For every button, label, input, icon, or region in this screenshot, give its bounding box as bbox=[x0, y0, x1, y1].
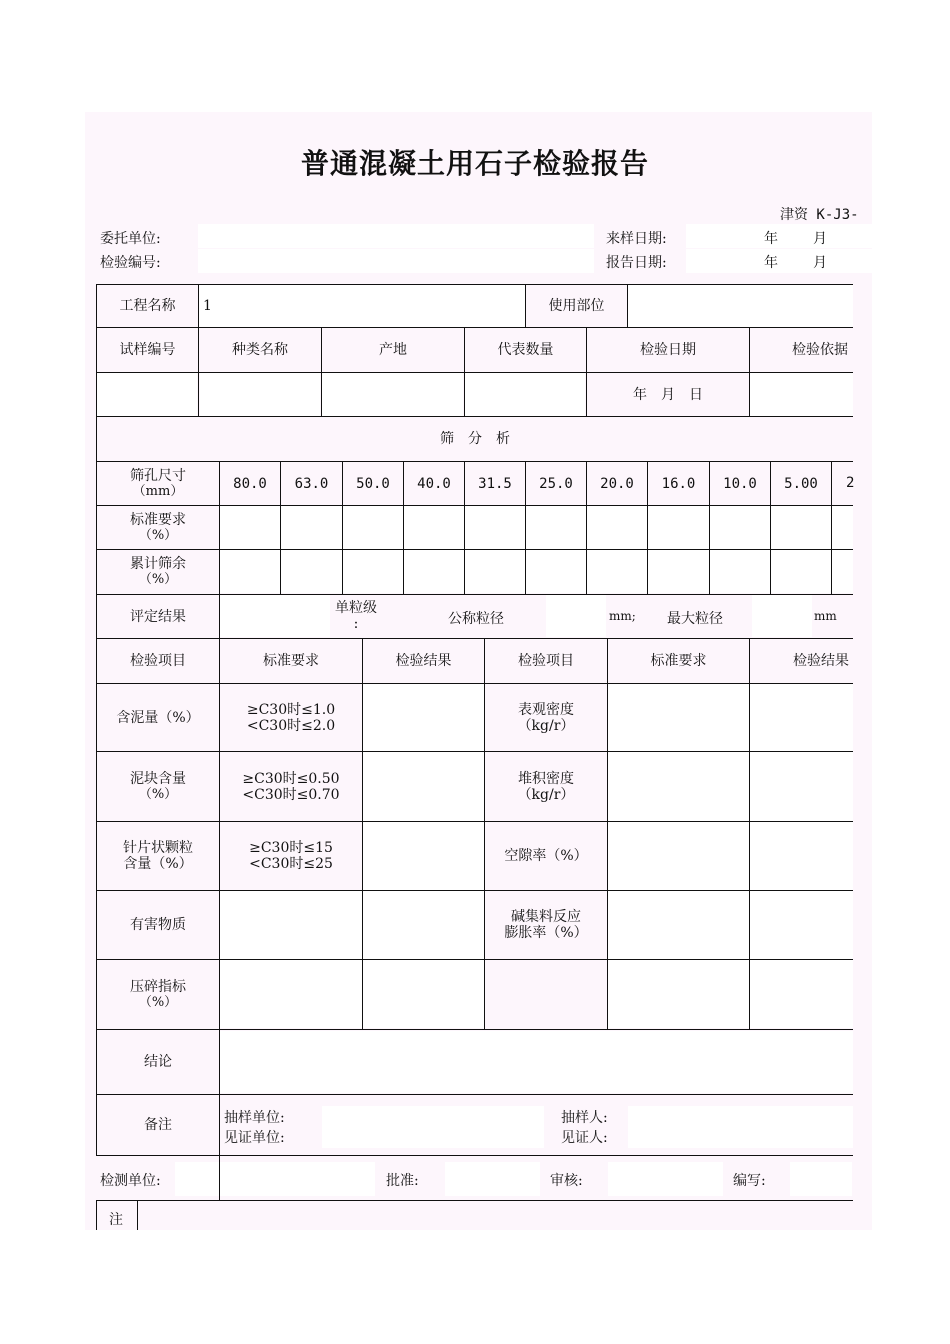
sieve-size-cell: 80.0 bbox=[233, 475, 267, 492]
approve-label: 批准: bbox=[386, 1173, 419, 1189]
review-field[interactable] bbox=[608, 1162, 723, 1196]
test-item-left-line1: 泥块含量 bbox=[130, 770, 186, 787]
lab-field[interactable] bbox=[175, 1162, 375, 1196]
sieve-std-label-line2: （%） bbox=[138, 527, 178, 543]
test-std-left bbox=[220, 752, 362, 821]
prepare-field[interactable] bbox=[790, 1162, 852, 1196]
sieve-size-cell: 25.0 bbox=[539, 475, 573, 492]
test-date-label: 检验日期 bbox=[640, 342, 696, 358]
max-size-unit: mm bbox=[814, 609, 837, 623]
eval-blank-1 bbox=[220, 595, 330, 637]
conclusion-field[interactable] bbox=[220, 1031, 853, 1093]
left-results-area[interactable] bbox=[362, 684, 484, 1028]
project-name-label: 工程名称 bbox=[119, 298, 176, 314]
max-size-label: 最大粒径 bbox=[667, 611, 723, 627]
sample-date-month: 月 bbox=[813, 231, 827, 247]
test-item-left bbox=[97, 822, 219, 890]
sieve-size-cell: 31.5 bbox=[478, 475, 512, 492]
sieve-size-label-line1: 筛孔尺寸 bbox=[130, 467, 186, 484]
test-item-right-line1: 碱集料反应 bbox=[511, 909, 581, 925]
test-std-header-right: 标准要求 bbox=[650, 653, 707, 669]
sieve-size-cell: 5.00 bbox=[784, 475, 818, 492]
sieve-cum-label bbox=[97, 550, 219, 594]
origin-field[interactable] bbox=[322, 373, 463, 416]
eval-blank-3 bbox=[752, 595, 812, 637]
witness-unit-label: 见证单位: bbox=[224, 1130, 285, 1146]
sieve-size-label-line2: （mm） bbox=[132, 483, 184, 499]
sampling-unit-label: 抽样单位: bbox=[224, 1110, 285, 1126]
sample-date-year: 年 bbox=[764, 231, 778, 247]
origin-label: 产地 bbox=[379, 342, 407, 358]
sieve-section-title: 筛 分 析 bbox=[440, 431, 510, 447]
conclusion-label: 结论 bbox=[144, 1054, 172, 1070]
test-item-right bbox=[485, 822, 607, 890]
report-date-label: 报告日期: bbox=[606, 255, 667, 271]
note-label: 注 bbox=[109, 1212, 123, 1228]
single-grade-line2: : bbox=[353, 616, 359, 632]
test-item-right-line1: 表观密度 bbox=[518, 701, 574, 718]
test-std-line1: ≥C30时≤1.0 bbox=[246, 701, 336, 718]
approve-field[interactable] bbox=[445, 1162, 540, 1196]
test-item-right-line2: （kg/r） bbox=[517, 786, 575, 803]
right-results-area[interactable] bbox=[608, 684, 853, 1028]
lab-label: 检测单位: bbox=[100, 1173, 161, 1189]
sieve-size-label bbox=[97, 462, 219, 505]
sieve-std-label-line1: 标准要求 bbox=[130, 511, 186, 528]
report-title: 普通混凝土用石子检验报告 bbox=[300, 147, 649, 180]
test-item-left-line1: 压碎指标 bbox=[130, 978, 186, 995]
sampler-field[interactable] bbox=[628, 1106, 853, 1148]
report-date-year: 年 bbox=[764, 255, 778, 271]
test-std-line1: ≥C30时≤0.50 bbox=[242, 770, 340, 787]
test-item-left-line2: （%） bbox=[138, 994, 178, 1010]
sieve-cum-label-line1: 累计筛余 bbox=[130, 556, 186, 572]
test-item-left-line2: 含量（%） bbox=[123, 856, 193, 872]
nominal-size-unit: mm; bbox=[609, 609, 636, 623]
test-result-header-left: 检验结果 bbox=[395, 653, 452, 669]
test-std-line1: ≥C30时≤15 bbox=[249, 840, 333, 856]
test-item-header-left: 检验项目 bbox=[130, 653, 186, 669]
sieve-size-cell: 63.0 bbox=[294, 475, 329, 492]
sampler-label: 抽样人: bbox=[561, 1110, 608, 1126]
test-item-left bbox=[97, 684, 219, 751]
test-item-right bbox=[485, 684, 607, 751]
project-name-field[interactable] bbox=[198, 285, 525, 327]
nominal-size-label: 公称粒径 bbox=[448, 611, 504, 627]
test-item-left-line1: 针片状颗粒 bbox=[123, 840, 193, 856]
test-item-left-line2: （%） bbox=[138, 786, 178, 802]
entrust-unit-label: 委托单位: bbox=[100, 231, 161, 247]
sieve-size-cell: 10.0 bbox=[723, 475, 757, 492]
sample-no-label: 试样编号 bbox=[119, 342, 176, 358]
prepare-label: 编写: bbox=[733, 1173, 766, 1189]
test-item-left bbox=[97, 960, 219, 1029]
sample-no-field[interactable] bbox=[97, 373, 197, 416]
report-date-month: 月 bbox=[813, 255, 827, 271]
test-item-left bbox=[97, 752, 219, 821]
remarks-label: 备注 bbox=[144, 1117, 172, 1133]
sieve-size-cell: 40.0 bbox=[417, 475, 451, 492]
test-no-label: 检验编号: bbox=[100, 255, 161, 271]
doc-code: 津资 K-J3- bbox=[780, 207, 859, 223]
test-item-right-line1: 堆积密度 bbox=[518, 770, 574, 787]
test-std-line2: <C30时≤2.0 bbox=[246, 717, 336, 734]
entrust-unit-field[interactable] bbox=[198, 224, 594, 248]
test-date-value[interactable]: 年 月 日 bbox=[633, 386, 703, 403]
test-item-right-line2: （kg/r） bbox=[517, 717, 575, 734]
quantity-field[interactable] bbox=[465, 373, 585, 416]
basis-field[interactable] bbox=[750, 373, 853, 416]
test-item-right bbox=[485, 752, 607, 821]
sample-date-field[interactable] bbox=[686, 224, 872, 248]
sampling-unit-field[interactable] bbox=[322, 1106, 544, 1148]
test-item-right-line2: 膨胀率（%） bbox=[504, 925, 588, 941]
test-item-header-right: 检验项目 bbox=[518, 653, 574, 669]
test-std-left bbox=[220, 822, 362, 890]
project-name-value: 1 bbox=[203, 298, 212, 314]
type-name-label: 种类名称 bbox=[232, 342, 288, 358]
test-std-left bbox=[220, 684, 362, 751]
test-std-line2: <C30时≤0.70 bbox=[242, 786, 340, 803]
test-item-left-line1: 有害物质 bbox=[130, 917, 186, 933]
use-location-field[interactable] bbox=[627, 285, 853, 327]
sieve-size-cell: 16.0 bbox=[661, 475, 696, 492]
sieve-size-cell: 20.0 bbox=[600, 475, 634, 492]
sieve-std-label bbox=[97, 506, 219, 549]
test-std-header-left: 标准要求 bbox=[263, 653, 319, 669]
test-item-right bbox=[485, 891, 607, 959]
test-result-header-right: 检验结果 bbox=[793, 653, 849, 669]
test-item-right-line1: 空隙率（%） bbox=[504, 848, 588, 864]
review-label: 审核: bbox=[550, 1173, 583, 1189]
eval-label: 评定结果 bbox=[130, 608, 186, 625]
witness-label: 见证人: bbox=[561, 1130, 608, 1146]
sieve-size-cell: 50.0 bbox=[356, 475, 390, 492]
single-grade-label bbox=[330, 597, 382, 635]
sieve-size-cell: 2 bbox=[846, 475, 855, 491]
basis-label: 检验依据 bbox=[792, 342, 848, 358]
test-item-left bbox=[97, 891, 219, 959]
use-location-label: 使用部位 bbox=[548, 298, 605, 314]
test-item-left-line1: 含泥量（%） bbox=[116, 709, 200, 726]
test-std-line2: <C30时≤25 bbox=[249, 856, 333, 872]
sieve-cum-label-line2: （%） bbox=[138, 572, 178, 587]
report-date-field[interactable] bbox=[686, 249, 872, 273]
sample-date-label: 来样日期: bbox=[606, 231, 667, 247]
type-name-field[interactable] bbox=[200, 373, 320, 416]
eval-blank-2 bbox=[546, 595, 606, 637]
single-grade-line1: 单粒级 bbox=[335, 600, 377, 616]
quantity-label: 代表数量 bbox=[497, 342, 554, 358]
test-no-field[interactable] bbox=[198, 249, 594, 273]
